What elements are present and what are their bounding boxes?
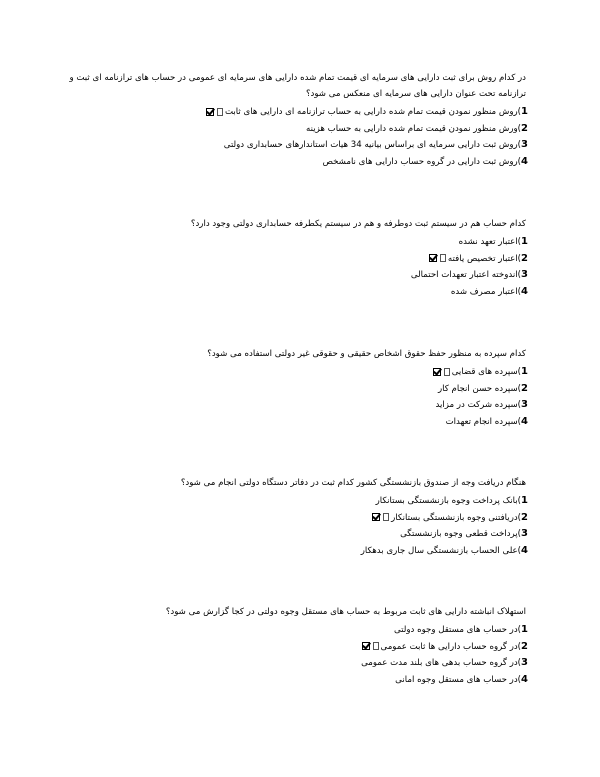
option-number: 1 (521, 106, 528, 117)
option-2: 2)اعتبار تخصیص یافته (68, 251, 528, 268)
option-number: 3 (521, 528, 528, 539)
option-text: اعتبار تعهد نشده (458, 237, 518, 247)
option-4: 4)در حساب های مستقل وجوه امانی (395, 673, 528, 685)
checkbox-checked-icon (433, 368, 441, 376)
option-number: 3 (521, 139, 528, 150)
options-list (68, 364, 528, 430)
question-text: استهلاک انباشته دارایی های ثابت مربوط به حساب های مستقل وجوه دولتی در کجا گزارش می شود؟ (165, 607, 526, 617)
option-text: دریافتنی وجوه بازنشستگی بستانکار (391, 512, 518, 523)
option-number: 1 (521, 366, 528, 377)
checkbox-checked-icon (372, 513, 380, 521)
question-text: کدام حساب هم در سیستم ثبت دوطرفه و هم در سیستم یکطرفه حسابداری دولتی وجود دارد؟ (190, 219, 526, 229)
option-1: 1)اعتبار تعهد نشده (458, 236, 528, 247)
option-4: 4)روش ثبت دارایی در گروه حساب دارایی های نامشخص (322, 155, 528, 167)
option-text: پرداخت قطعی وجوه بازنشستگی (400, 529, 518, 539)
option-3: 3)اندوخته اعتبار تعهدات احتمالی (410, 269, 528, 280)
option-number: 4 (521, 544, 528, 556)
checkbox-checked-icon (206, 108, 214, 116)
option-2: 2)دریافتنی وجوه بازنشستگی بستانکار (68, 510, 528, 527)
option-number: 1 (521, 624, 528, 635)
option-3: 3)سپرده شرکت در مزاید (435, 399, 528, 410)
option-2: 2)در گروه حساب دارایی ها ثابت عمومی (68, 639, 528, 656)
option-3: 3)روش ثبت دارایی سرمایه ای براساس بیانیه 34 هیات استاندارهای حسابداری دولتی (223, 139, 528, 150)
option-number: 3 (521, 399, 528, 410)
options-list (68, 234, 528, 300)
option-number: 1 (521, 236, 528, 247)
option-text: بانک پرداخت وجوه بازنشستگی بستانکار (375, 496, 518, 506)
option-text: روش ثبت دارایی سرمایه ای براساس بیانیه 34 هیات استاندارهای حسابداری دولتی (223, 140, 518, 150)
option-4: 4)علی الحساب بازنشستگی سال جاری بدهکار (360, 544, 528, 556)
option-1: 1)بانک پرداخت وجوه بازنشستگی بستانکار (375, 495, 528, 506)
question-text: در کدام روش برای ثبت دارایی های سرمایه ای قیمت تمام شده دارایی های سرمایه ای عمومی در حساب های ترازنامه ای ثبت و ترازنامه تحت عنوان دارایی های سرمایه ای منعکس می شود؟ (69, 73, 526, 99)
option-text: اندوخته اعتبار تعهدات احتمالی (410, 270, 518, 280)
option-1: 1)در حساب های مستقل وجوه دولتی (393, 624, 528, 635)
options-list (68, 493, 528, 559)
missing-glyph-box-icon (440, 254, 446, 262)
option-4: 4)اعتبار مصرف شده (450, 285, 528, 297)
option-3: 3)پرداخت قطعی وجوه بازنشستگی (400, 528, 528, 539)
option-number: 2 (521, 640, 528, 652)
options-list (68, 104, 528, 170)
option-1: 1)روش منظور نمودن قیمت تمام شده دارایی به حساب ترازنامه ای دارایی های ثابت (68, 104, 528, 121)
option-number: 4 (521, 155, 528, 167)
question-5 (68, 604, 528, 688)
option-3: 3)در گروه حساب بدهی های بلند مدت عمومی (361, 657, 528, 668)
option-text: در گروه حساب دارایی ها ثابت عمومی (380, 641, 518, 652)
question-text: هنگام دریافت وجه از صندوق بازنشستگی کشور کدام ثبت در دفاتر دستگاه دولتی انجام می شود؟ (180, 478, 526, 488)
missing-glyph-box-icon (383, 513, 389, 521)
option-number: 2 (521, 252, 528, 264)
option-text: روش ثبت دارایی در گروه حساب دارایی های نامشخص (322, 156, 518, 167)
missing-glyph-box-icon (444, 368, 450, 376)
option-number: 2 (521, 122, 528, 134)
checkbox-checked-icon (362, 642, 370, 650)
option-2: 2)ورش منظور نمودن قیمت تمام شده دارایی به حساب هزینه (306, 122, 528, 134)
checkbox-checked-icon (429, 254, 437, 262)
option-text: اعتبار مصرف شده (450, 286, 518, 297)
option-text: در حساب های مستقل وجوه امانی (395, 674, 518, 685)
missing-glyph-box-icon (373, 642, 379, 650)
option-number: 2 (521, 511, 528, 523)
option-text: در حساب های مستقل وجوه دولتی (393, 625, 518, 635)
option-number: 4 (521, 673, 528, 685)
option-text: سپرده شرکت در مزاید (435, 400, 518, 410)
options-list (68, 622, 528, 688)
option-number: 4 (521, 415, 528, 427)
option-4: 4)سپرده انجام تعهدات (445, 415, 528, 427)
option-number: 4 (521, 285, 528, 297)
option-text: روش منظور نمودن قیمت تمام شده دارایی به حساب ترازنامه ای دارایی های ثابت (224, 107, 518, 117)
option-text: ورش منظور نمودن قیمت تمام شده دارایی به حساب هزینه (306, 123, 518, 134)
option-1: 1)سپرده های قضایی (68, 364, 528, 381)
missing-glyph-box-icon (217, 108, 223, 116)
question-text: کدام سپرده به منظور حفظ حقوق اشخاص حقیقی و حقوقی غیر دولتی استفاده می شود؟ (207, 349, 526, 359)
option-text: سپرده انجام تعهدات (445, 416, 518, 427)
question-2 (68, 216, 528, 300)
option-text: علی الحساب بازنشستگی سال جاری بدهکار (360, 545, 518, 556)
question-3 (68, 346, 528, 430)
option-2: 2)سپرده حسن انجام کار (437, 382, 528, 394)
option-number: 2 (521, 382, 528, 394)
option-text: در گروه حساب بدهی های بلند مدت عمومی (361, 658, 518, 668)
question-1 (68, 70, 528, 170)
option-text: اعتبار تخصیص یافته (447, 253, 518, 264)
option-text: سپرده های قضایی (451, 367, 518, 377)
option-number: 1 (521, 495, 528, 506)
option-text: سپرده حسن انجام کار (437, 383, 518, 394)
question-4 (68, 475, 528, 559)
option-number: 3 (521, 657, 528, 668)
option-number: 3 (521, 269, 528, 280)
